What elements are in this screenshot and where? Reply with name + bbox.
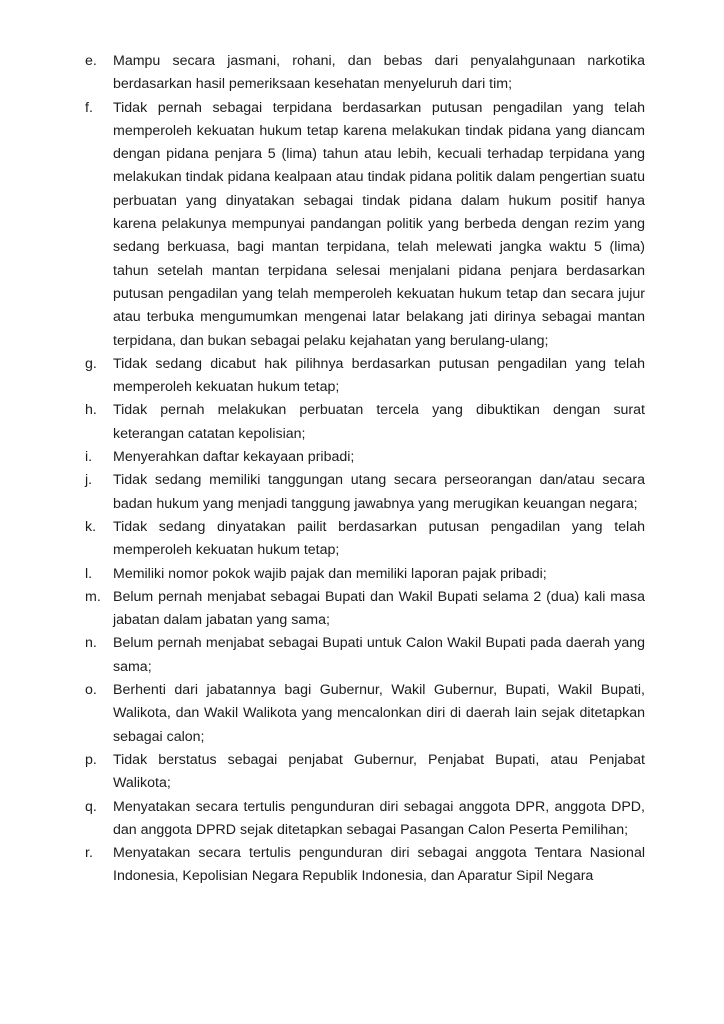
list-item [85,842,645,889]
item-label: p. [85,751,97,768]
list-item [85,353,645,400]
item-text: Mampu secara jasmani, rohani, dan bebas dari penyalahgunaan narkotika berdasarkan hasil pemeriksaan kesehatan menyeluruh dari tim; [113,53,645,93]
list-item [85,399,645,446]
item-label: h. [85,402,97,419]
item-text: Tidak berstatus sebagai penjabat Gubernur, Penjabat Bupati, atau Penjabat Walikota; [113,751,645,792]
item-label: f. [85,99,93,116]
item-label: j. [85,472,93,489]
item-label: l. [85,565,93,582]
list-item [85,563,645,586]
item-text: Tidak pernah sebagai terpidana berdasarkan putusan pengadilan yang telah memperoleh kekuatan hukum tetap karena melakukan tindak pidana yang diancam dengan pidana penjara 5 (lima) tahun atau lebih, kecuali terhadap terpidana yang melakukan tindak pidana kealpaan atau tindak pidana politik dalam pengertian suatu perbuatan yang dinyatakan sebagai tindak pidana dalam hukum positif hanya karena pelakunya mempunyai pandangan politik yang berbeda dengan rezim yang sedang berkuasa, bagi mantan terpidana, telah melewati jangka waktu 5 (lima) tahun setelah mantan terpidana selesai menjalani pidana penjara berdasarkan putusan pengadilan yang telah memperoleh kekuatan hukum tetap dan secara jujur atau terbuka mengumumkan mengenai latar belakang jati dirinya sebagai mantan terpidana, dan bukan sebagai pelaku kejahatan yang berulang-ulang; [113,99,645,349]
item-text: Menyerahkan daftar kekayaan pribadi; [113,449,355,466]
list-item [85,796,645,843]
item-label: r. [85,845,93,862]
item-label: n. [85,635,97,652]
list-item [85,516,645,563]
list-item [85,632,645,679]
item-label: o. [85,682,97,699]
list-item [85,749,645,796]
list-item [85,469,645,516]
item-text: Tidak sedang dicabut hak pilihnya berdasarkan putusan pengadilan yang telah memperoleh kekuatan hukum tetap; [113,355,645,396]
item-text: Menyatakan secara tertulis pengunduran diri sebagai anggota DPR, anggota DPD, dan anggota DPRD sejak ditetapkan sebagai Pasangan Calon Peserta Pemilihan; [113,798,645,838]
requirements-list [85,50,645,889]
list-item [85,679,645,749]
item-text: Tidak sedang dinyatakan pailit berdasarkan putusan pengadilan yang telah memperoleh kekuatan hukum tetap; [113,518,645,559]
list-item [85,446,645,469]
item-label: g. [85,355,97,372]
item-text: Belum pernah menjabat sebagai Bupati untuk Calon Wakil Bupati pada daerah yang sama; [113,635,645,675]
item-text: Tidak sedang memiliki tanggungan utang secara perseorangan dan/atau secara badan hukum yang menjadi tanggung jawabnya yang merugikan keuangan negara; [113,472,645,512]
item-text: Memiliki nomor pokok wajib pajak dan memiliki laporan pajak pribadi; [113,565,547,582]
list-item [85,586,645,633]
item-label: m. [85,588,101,605]
item-text: Tidak pernah melakukan perbuatan tercela yang dibuktikan dengan surat keterangan catatan kepolisian; [113,402,645,442]
item-label: q. [85,798,97,815]
item-label: i. [85,449,93,466]
item-label: k. [85,518,97,535]
item-text: Belum pernah menjabat sebagai Bupati dan Wakil Bupati selama 2 (dua) kali masa jabatan dalam jabatan yang sama; [113,588,645,629]
item-text: Menyatakan secara tertulis pengunduran diri sebagai anggota Tentara Nasional Indonesia, Kepolisian Negara Republik Indonesia, dan Aparatur Sipil Negara [113,845,645,885]
list-item [85,97,645,353]
list-item [85,50,645,97]
item-text: Berhenti dari jabatannya bagi Gubernur, Wakil Gubernur, Bupati, Wakil Bupati, Walikota, dan Wakil Walikota yang mencalonkan diri di daerah lain sejak ditetapkan sebagai calon; [113,682,645,745]
item-label: e. [85,53,97,69]
